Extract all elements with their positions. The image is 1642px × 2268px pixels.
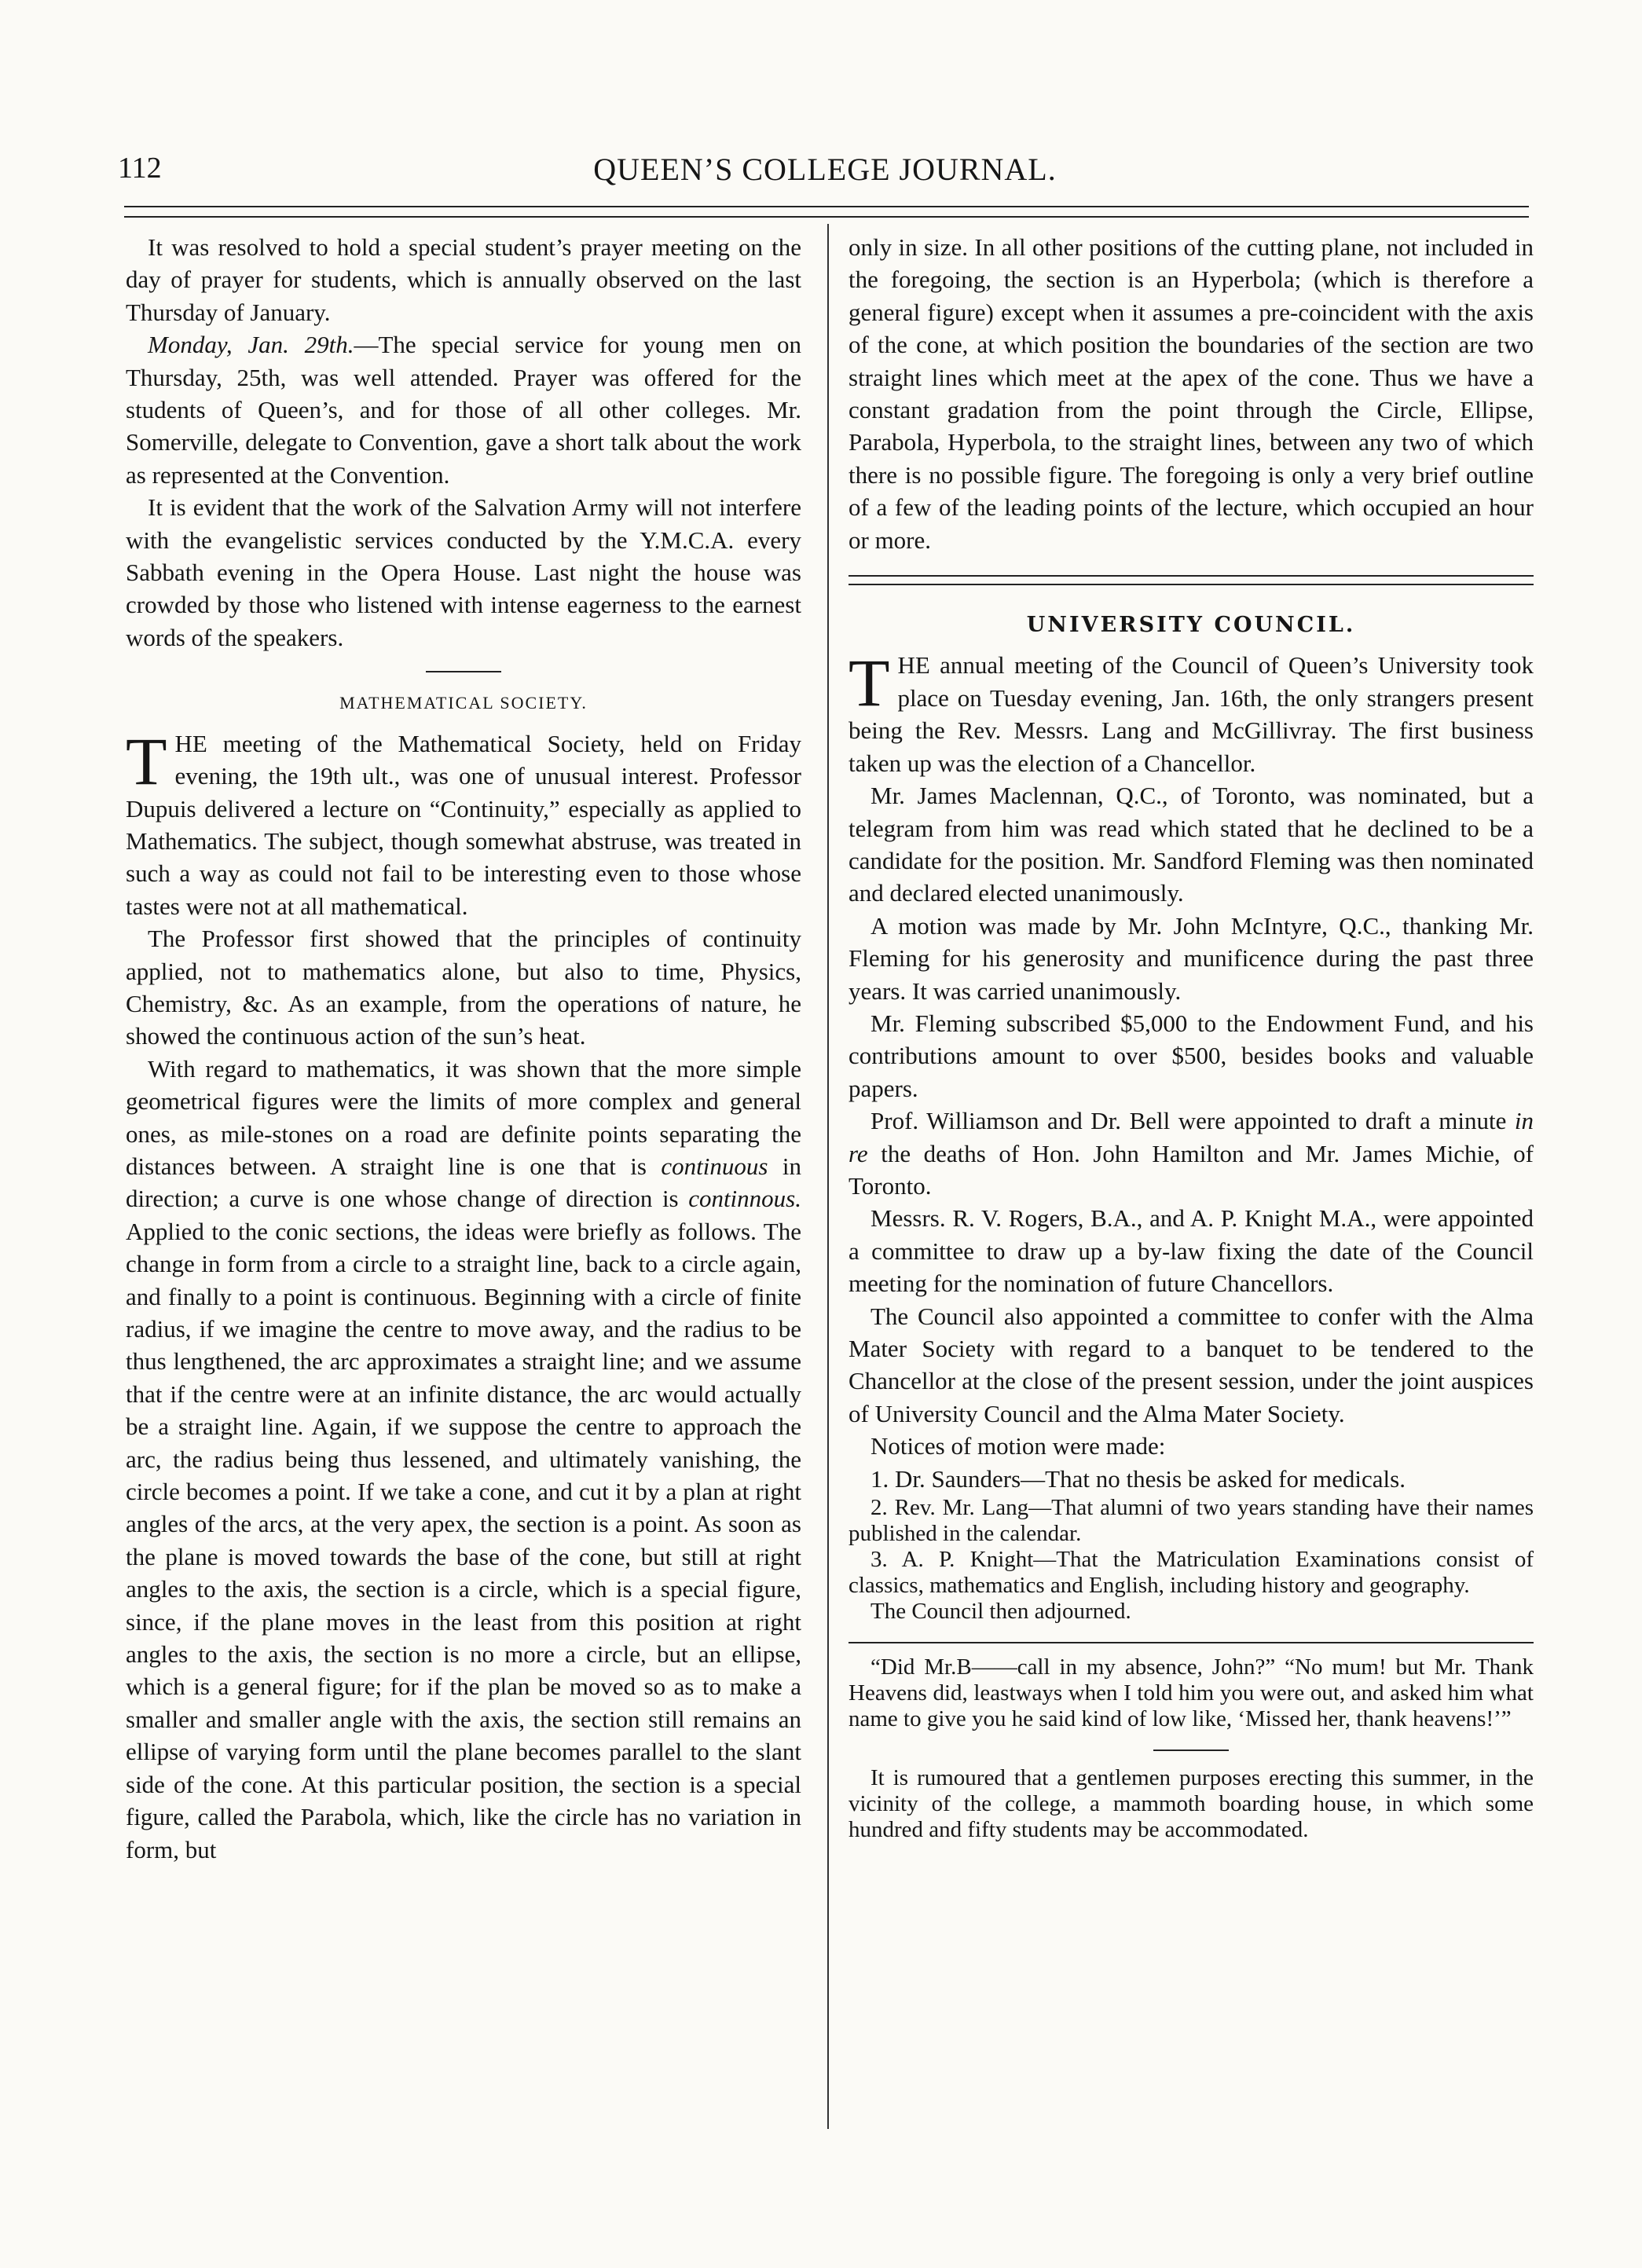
minute-text-a: Prof. Williamson and Dr. Bell were appointed to draft a minute xyxy=(870,1107,1515,1135)
chancellor-nomination-paragraph: Mr. James Maclennan, Q.C., of Toronto, was nominated, but a telegram from him was read which stated that he declined to be a candidate for the position. Mr. Sandford Fleming was then nominated and declared elected unanimously. xyxy=(848,782,1534,907)
notices-intro: Notices of motion were made: xyxy=(870,1432,1166,1460)
rumour-paragraph: It is rumoured that a gentlemen purposes erecting this summer, in the vicinity of the college, a mammoth boarding house, in which some hundred and fifty students may be accommodated. xyxy=(848,1765,1534,1843)
notice-item: 1. Dr. Saunders—That no thesis be asked for medicals. xyxy=(870,1464,1406,1493)
section-double-rule xyxy=(848,575,1534,585)
endowment-paragraph: Mr. Fleming subscribed $5,000 to the Endowment Fund, and his contributions amount to over $500, besides books and valuable papers. xyxy=(848,1009,1534,1102)
rumour-block xyxy=(848,1765,1534,1843)
university-council-heading: UNIVERSITY COUNCIL. xyxy=(1026,613,1356,638)
salvation-army-paragraph: It is evident that the work of the Salvation Army will not interfere with the evangelistic services conducted by the Y.M.C.A. every Sabbath evening in the Opera House. Last night the house was crowded by those who listened with intense eagerness to the earnest words of the speakers. xyxy=(126,493,801,651)
emphasis-continnous: continnous. xyxy=(688,1185,801,1213)
banquet-committee-paragraph: The Council also appointed a committee to confer with the Alma Mater Society with regard to a banquet to be tendered to the Chancellor at the close of the present session, under the joint auspices of University Council and the Alma Mater Society. xyxy=(848,1302,1534,1427)
drop-cap: T xyxy=(126,723,167,799)
mathematical-society-heading: MATHEMATICAL SOCIETY. xyxy=(339,693,588,713)
emphasis-continuous: continuous xyxy=(661,1152,768,1180)
lecture-continuation-paragraph: only in size. In all other positions of the cutting plane, not included in the foregoing, the section is an Hyperbola; (which is therefore a general figure) except when it assumes a pre-coincident with the axis of the cone, at which position the boundaries of the section are two straight lines which meet at the apex of the cone. Thus we have a constant gradation from the point through the Circle, Ellipse, Parabola, Hyperbola, to the straight lines, between any two of which there is no possible figure. The foregoing is only a very brief outline of a few of the leading points of the lecture, which occupied an hour or more. xyxy=(848,233,1534,554)
section-separator xyxy=(1153,1750,1229,1751)
math-intro-text: HE meeting of the Mathematical Society, held on Friday evening, the 19th ult., was one of unusual interest. Professor Dupuis delivered a lecture on “Continuity,” especially as applied to Mathematics. The subject, though somewhat abstruse, was treated in such a way as could not fail to be interesting even to those whose tastes were not at all mathematical. xyxy=(126,729,801,920)
monday-text: —The special service for young men on Thursday, 25th, was well attended. Prayer was offered for the students of Queen’s, and for those of all other colleges. Mr. Somerville, delegate to Convention, gave a short talk about the work as represented at the Convention. xyxy=(126,331,801,489)
math-principles-paragraph: The Professor first showed that the principles of continuity applied, not to mathematics alone, but also to time, Physics, Chemistry, &c. As an example, from the operations of nature, he showed the continuous action of the sun’s heat. xyxy=(126,925,801,1050)
journal-title: QUEEN’S COLLEGE JOURNAL. xyxy=(593,152,1057,187)
prayer-meeting-paragraph: It was resolved to hold a special student’s prayer meeting on the day of prayer for students, which is annually observed on the last Thursday of January. xyxy=(126,233,801,326)
motion-paragraph: A motion was made by Mr. John McIntyre, Q.C., thanking Mr. Fleming for his generosity and munificence during the past three years. It was carried unanimously. xyxy=(848,911,1534,1005)
minute-text-b: the deaths of Hon. John Hamilton and Mr. James Michie, of Toronto. xyxy=(848,1139,1534,1200)
right-column xyxy=(848,231,1534,1843)
conic-text-c: Applied to the conic sections, the ideas were briefly as follows. The change in form from a circle to a straight line, back to a circle again, and finally to a point is continuous. Beginning with a circle of finite radius, if we imagine the centre to move away, and the radius to be thus lengthened, the arc approximates a straight line; and we assume that if the centre were at an infinite distance, the arc would actually be a straight line. Again, if we suppose the centre to approach the arc, the radius being thus lessened, and ultimately vanishing, the circle becomes a point. If we take a cone, and cut it by a plan at right angles of the arcs, at the very apex, the section is a point. As soon as the plane is moved towards the base of the cone, but still at right angles to the axis, the section is a circle, which is a special figure, since, if the plane moves in the least from this position at right angles to the axis, the section is no more a circle, but an ellipse, which is a general figure; for if the plan be moved so as to make a smaller and smaller angle with the axis, the section still remains an ellipse of varying form until the plane becomes parallel to the slant side of the cone. At this particular position, the section is a special figure, called the Parabola, which, like the circle has no variation in form, but xyxy=(126,1217,801,1863)
joke-block xyxy=(848,1654,1534,1732)
notice-item: 2. Rev. Mr. Lang—That alumni of two years standing have their names published in the calendar. xyxy=(848,1495,1534,1547)
council-intro-paragraph xyxy=(848,645,1534,779)
joke-paragraph: “Did Mr.B——call in my absence, John?” “No mum! but Mr. Thank Heavens did, leastways when I told him you were out, and asked him what name to give you he said kind of low like, ‘Missed her, thank heavens!’” xyxy=(848,1654,1534,1732)
header-double-rule xyxy=(124,206,1529,218)
adjourned-line: The Council then adjourned. xyxy=(870,1599,1131,1625)
page-number: 112 xyxy=(118,152,162,185)
monday-paragraph xyxy=(126,328,801,491)
minute-paragraph xyxy=(848,1105,1534,1202)
conic-text-b: in direction; a curve is one whose change of direction is xyxy=(126,1152,801,1213)
section-separator xyxy=(426,671,501,672)
emphasis-in-re: in re xyxy=(848,1107,1534,1167)
date-label: Monday, Jan. 29th. xyxy=(148,331,354,359)
math-conic-paragraph xyxy=(126,1053,801,1866)
conic-text-a: With regard to mathematics, it was shown that the more simple geometrical figures were the limits of more complex and general ones, as mile-stones on a road are definite points separating the distances between. A straight line is one that is xyxy=(126,1054,801,1180)
notice-item: 3. A. P. Knight—That the Matriculation Examinations consist of classics, mathematics and English, including history and geography. xyxy=(848,1547,1534,1599)
page-header xyxy=(118,151,1532,198)
math-intro-paragraph xyxy=(126,723,801,922)
bylaw-committee-paragraph: Messrs. R. V. Rogers, B.A., and A. P. Knight M.A., were appointed a committee to draw up a by-law fixing the date of the Council meeting for the nomination of future Chancellors. xyxy=(848,1204,1534,1298)
drop-cap: T xyxy=(848,645,890,721)
left-column xyxy=(126,231,801,1866)
council-intro-text: HE annual meeting of the Council of Queen’s University took place on Tuesday evening, Jan. 16th, the only strangers present being the Rev. Messrs. Lang and McGillivray. The first business taken up was the election of a Chancellor. xyxy=(848,651,1534,777)
column-divider xyxy=(827,224,829,2129)
section-rule xyxy=(848,1642,1534,1643)
